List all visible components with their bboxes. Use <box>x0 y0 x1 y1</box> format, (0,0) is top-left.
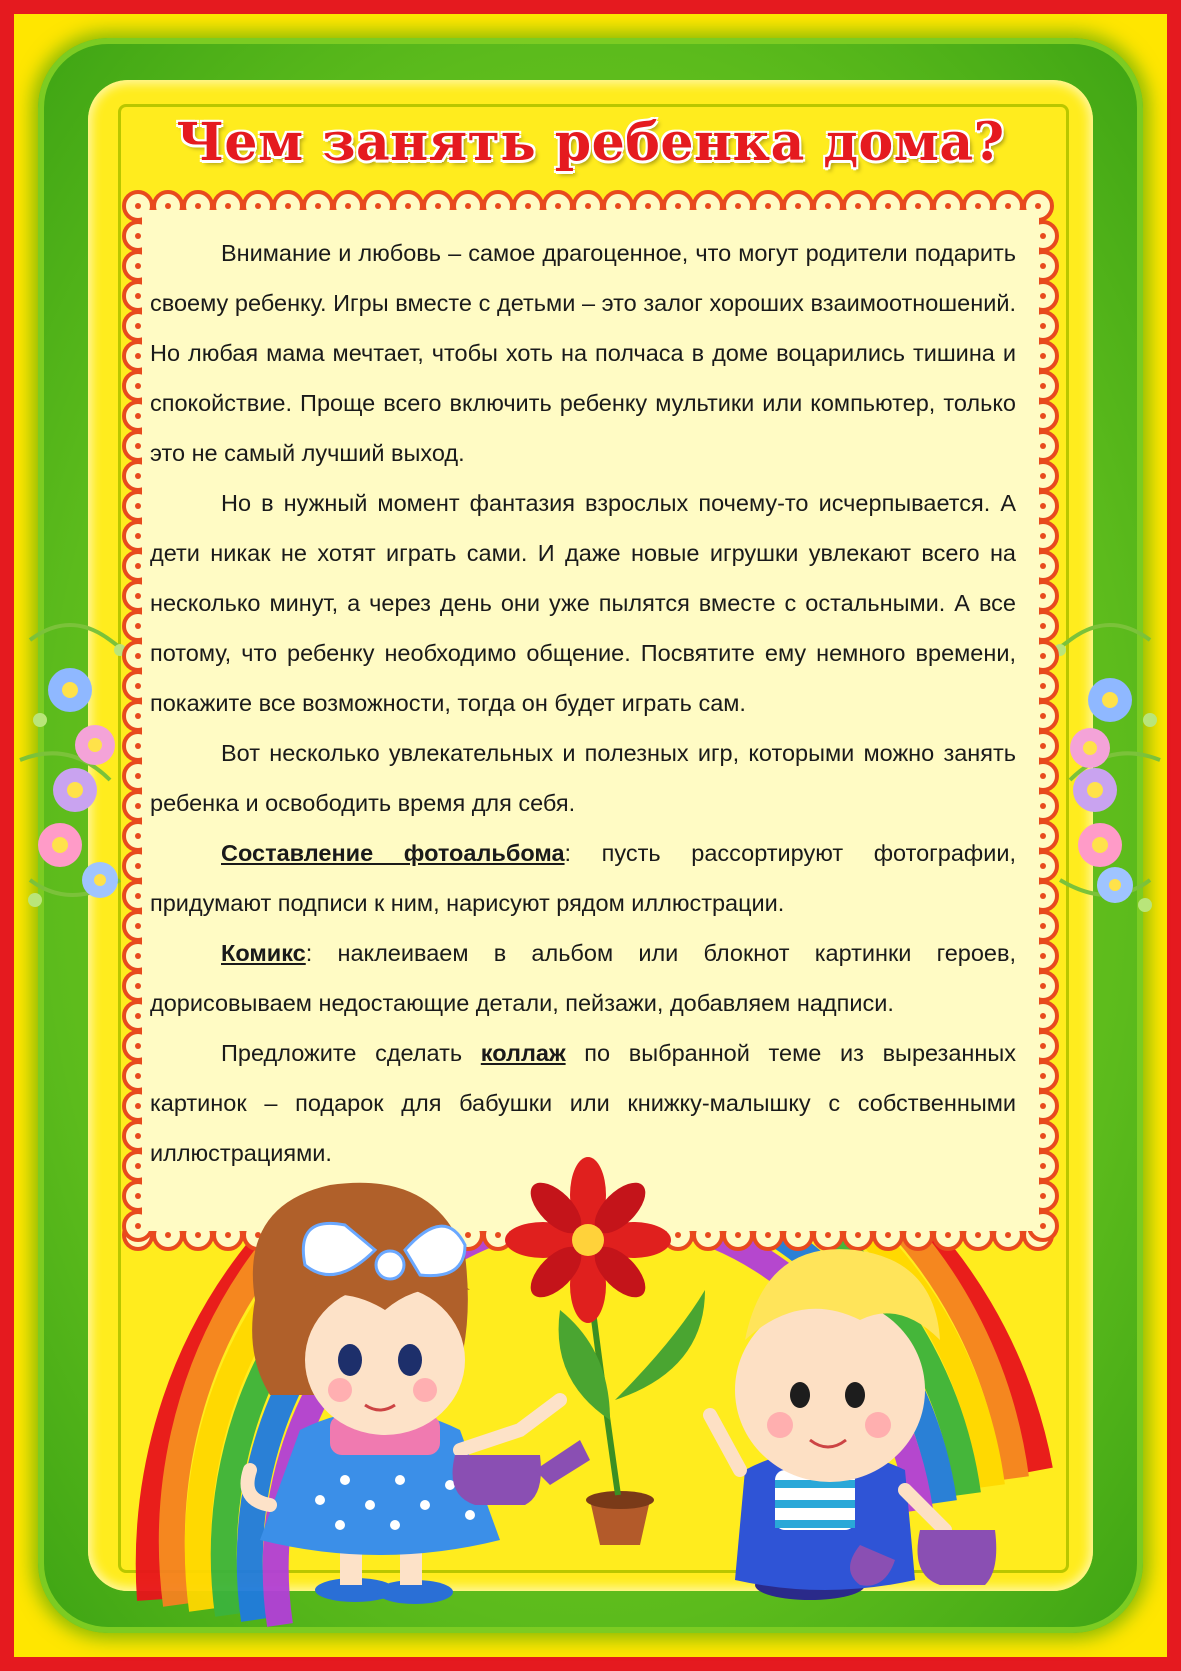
page-title: Чем занять ребенка дома? <box>176 112 1005 173</box>
paragraph-comic: Комикс: наклеиваем в альбом или блокнот картинки героев, дорисовываем недостающие детали, пейзажи, добавляем надписи. <box>150 940 1016 1016</box>
term-comic: Комикс <box>221 940 306 966</box>
paragraph-games: Вот несколько увлекательных и полезных игр, которыми можно занять ребенка и освободить время для себя. <box>150 740 1016 816</box>
paragraph-fantasy: Но в нужный момент фантазия взрослых почему-то исчерпывается. А дети никак не хотят играть сами. И даже новые игрушки увлекают всего на несколько минут, а через день они уже пылятся вместе с остальными. А все потому, что ребенку необходимо общение. Посвятите ему немного времени, покажите все возможности, тогда он будет играть сам. <box>150 490 1016 716</box>
term-photoalbum: Составление фотоальбома <box>221 840 565 866</box>
term-collage: коллаж <box>480 1040 566 1066</box>
red-flower-icon <box>505 1157 671 1323</box>
paragraph-photoalbum: Составление фотоальбома: пусть рассортируют фотографии, придумают подписи к ним, нарисуют рядом иллюстрации. <box>150 840 1017 916</box>
paragraph-collage: Предложите сделать коллаж по выбранной теме из вырезанных картинок – подарок для бабушки или книжку-малышку с собственными иллюстрациями. <box>150 1040 1017 1166</box>
boy-figure <box>710 1249 996 1600</box>
paragraph-intro: Внимание и любовь – самое драгоценное, что могут родители подарить своему ребенку. Игры вместе с детьми – это залог хороших взаимоотношений. Но любая мама мечтает, чтобы хоть на полчаса в доме воцарились тишина и спокойствие. Проще всего включить ребенку мультики или компьютер, только это не самый лучший выход. <box>150 240 1016 466</box>
